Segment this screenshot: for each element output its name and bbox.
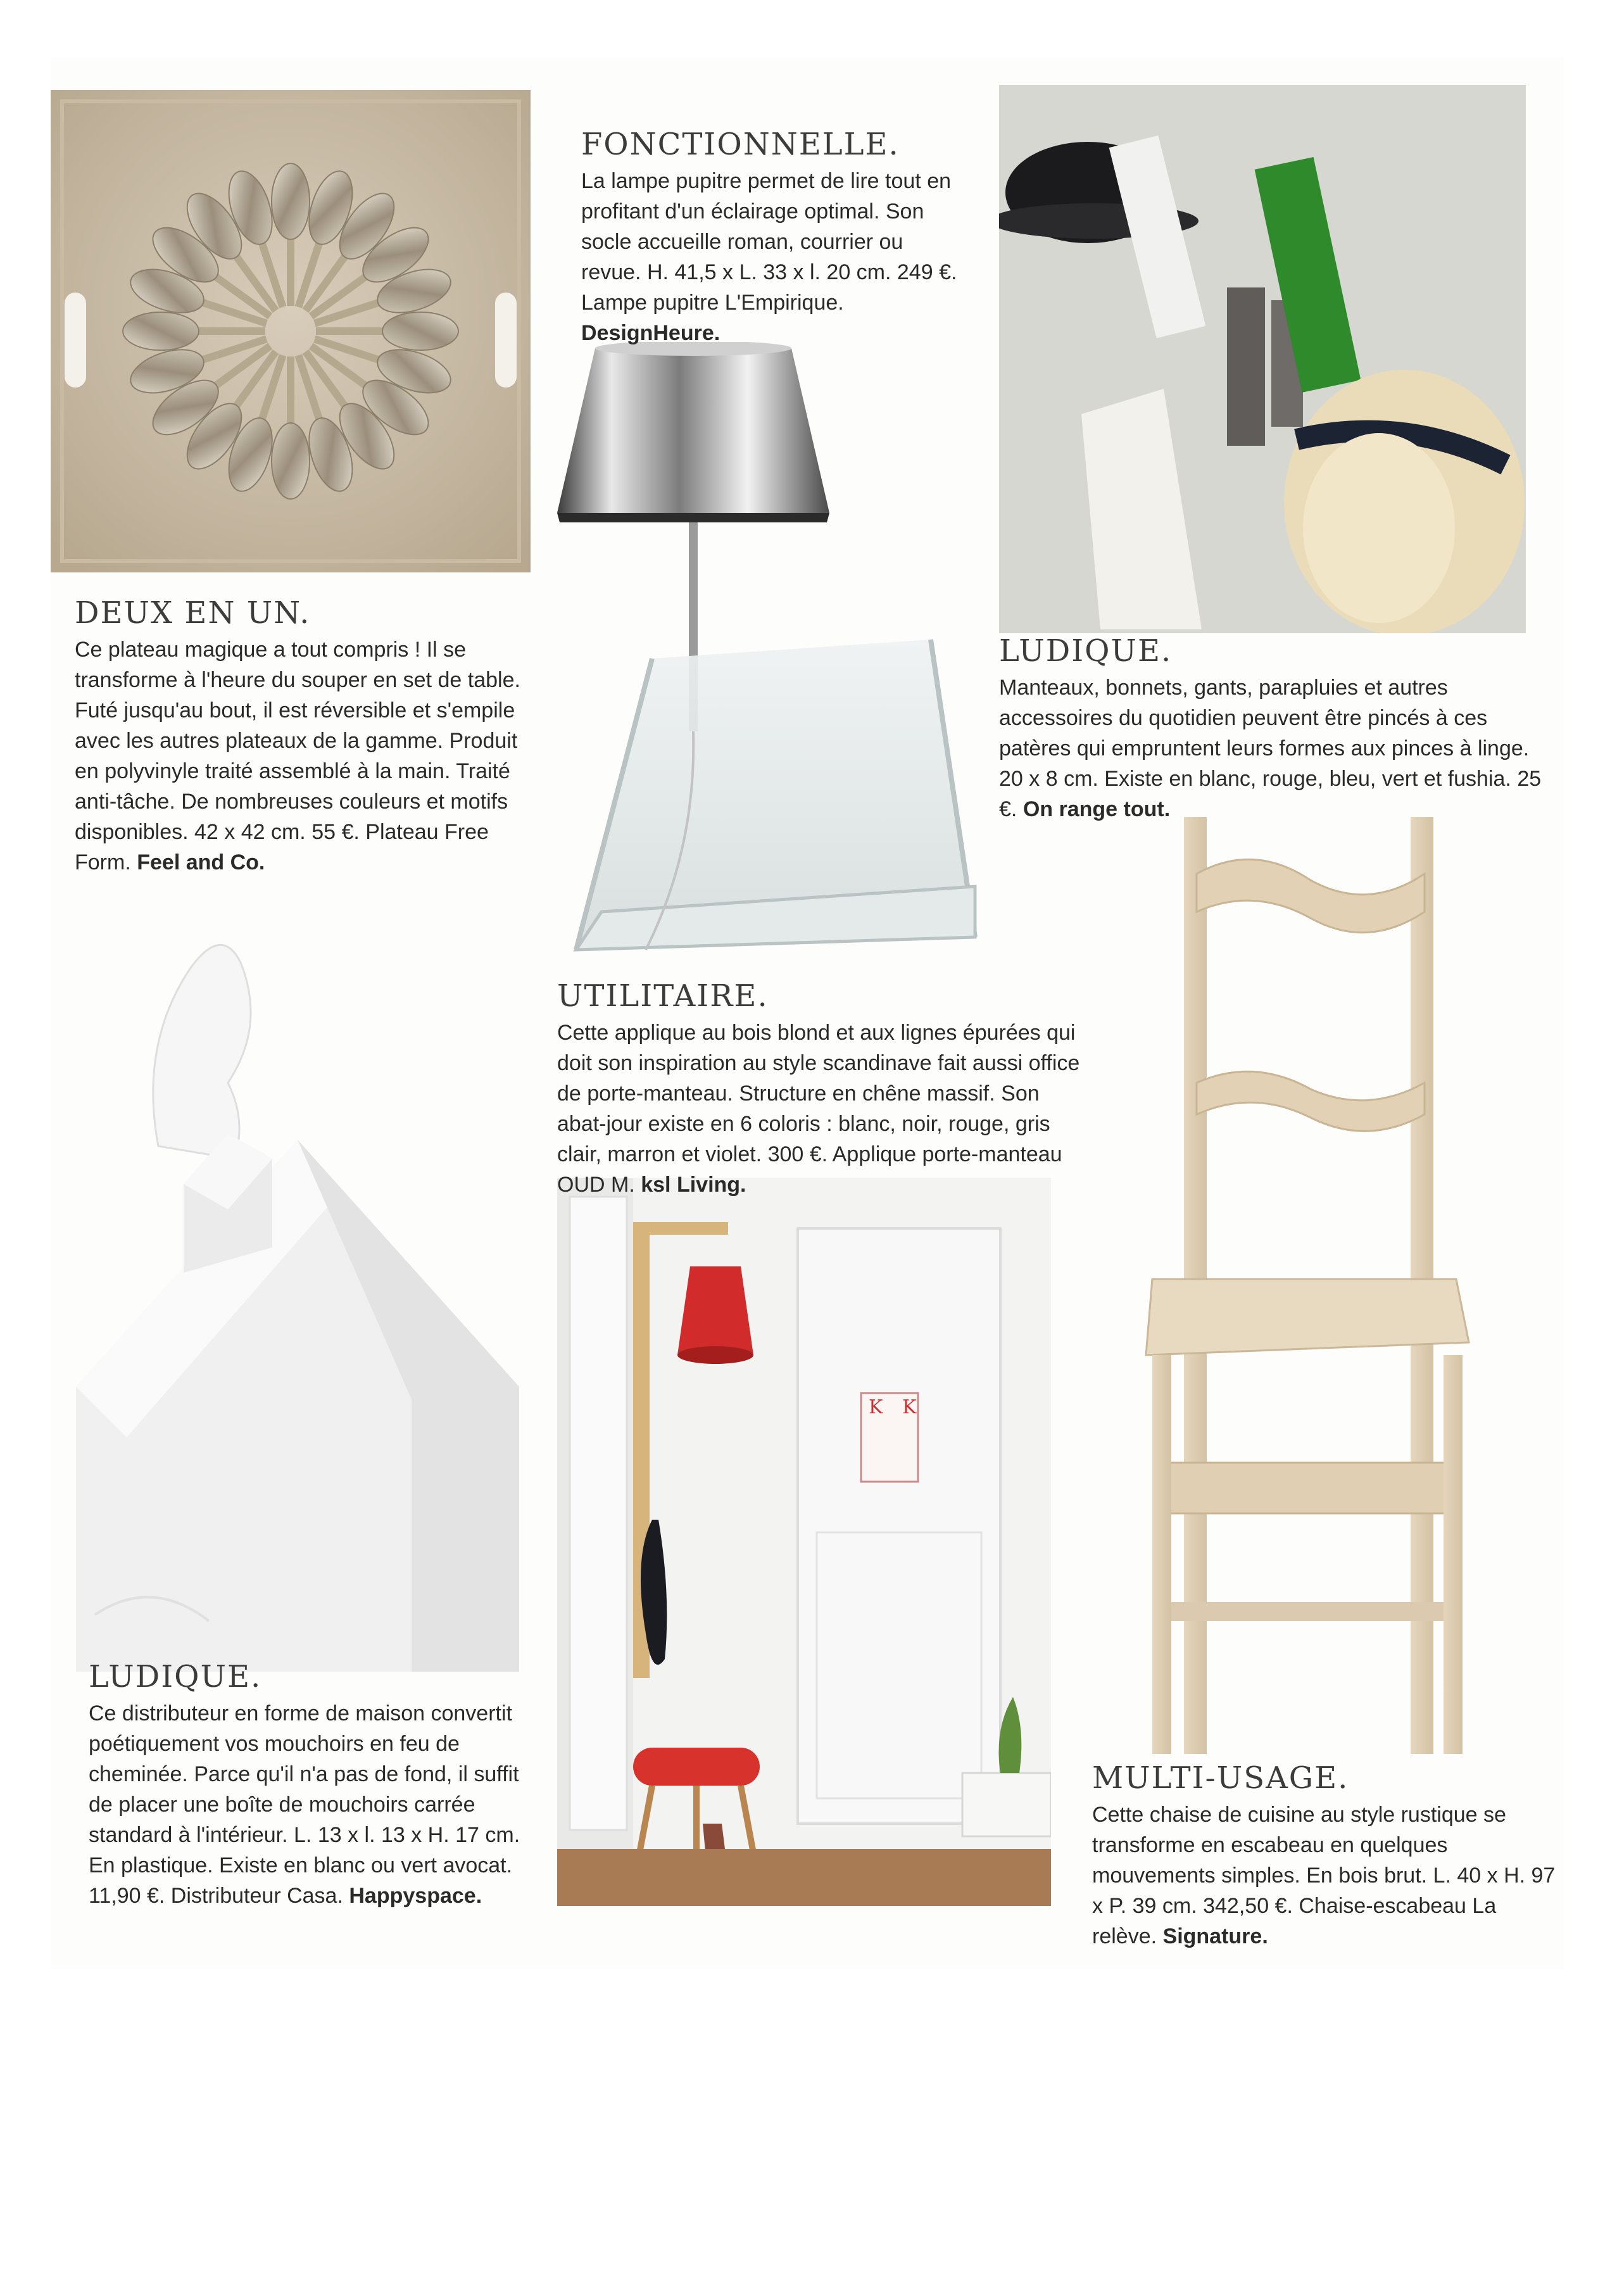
body-pateres: Manteaux, bonnets, gants, parapluies et autres accessoires du quotidien peuvent être pincés à ces patères qui empruntent leurs formes aux pinces à linge. 20 x 8 cm. Existe en blanc, rouge, bleu, vert et fushia. 25 €. bbox=[999, 676, 1542, 821]
card-letter-top-right: K bbox=[902, 1396, 917, 1418]
brand-pateres: On range tout. bbox=[1022, 797, 1171, 821]
body-applique: Cette applique au bois blond et aux lignes épurées qui doit son inspiration au style scandinave fait aussi office de porte-manteau. Structure en chêne massif. Son abat-jour existe en 6 coloris : blanc, noir, rouge, gris clair, marron et violet. 300 €. Applique porte-manteau OUD M. bbox=[557, 1021, 1080, 1197]
lamp-photo bbox=[551, 342, 988, 975]
body-chaise: Cette chaise de cuisine au style rustique se transforme en escabeau en quelques mouvements simples. En bois brut. L. 40 x H. 97 x P. 39 cm. 342,50 €. Chaise-escabeau La relève. bbox=[1092, 1803, 1556, 1948]
heading-chaise: MULTI-USAGE. bbox=[1092, 1760, 1349, 1796]
brand-chaise: Signature. bbox=[1162, 1924, 1268, 1948]
tray-photo bbox=[51, 90, 531, 572]
wall-lamp-photo bbox=[557, 1178, 1051, 1906]
brand-lampe: DesignHeure. bbox=[581, 321, 720, 345]
text-pateres bbox=[999, 672, 1556, 824]
brand-plateau: Feel and Co. bbox=[137, 850, 265, 874]
text-applique bbox=[557, 1018, 1089, 1200]
article-applique bbox=[557, 978, 1089, 1200]
brand-applique: ksl Living. bbox=[641, 1173, 746, 1197]
coat-pegs-photo bbox=[999, 85, 1526, 633]
brand-mouchoirs: Happyspace. bbox=[349, 1884, 482, 1908]
heading-lampe: FONCTIONNELLE. bbox=[581, 127, 900, 162]
heading-plateau: DEUX EN UN. bbox=[75, 595, 311, 631]
body-plateau: Ce plateau magique a tout compris ! Il se transforme à l'heure du souper en set de table. Futé jusqu'au bout, il est réversible et s'empile avec les autres plateaux de la gamme. Produit en polyvinyle traité assemblé à la main. Traité anti-tâche. De nombreuses couleurs et motifs disponibles. 42 x 42 cm. 55 €. Plateau Free Form. bbox=[75, 638, 520, 874]
step-chair-photo bbox=[1127, 817, 1482, 1767]
tissue-box-photo bbox=[57, 918, 538, 1678]
text-chaise bbox=[1092, 1800, 1561, 1952]
text-lampe bbox=[581, 166, 961, 348]
article-chaise bbox=[1092, 1760, 1561, 1952]
heading-pateres: LUDIQUE. bbox=[999, 633, 1173, 669]
article-plateau bbox=[75, 595, 531, 878]
body-lampe: La lampe pupitre permet de lire tout en profitant d'un éclairage optimal. Son socle accueille roman, courrier ou revue. H. 41,5 x L. 33 x l. 20 cm. 249 €. Lampe pupitre L'Empirique. bbox=[581, 169, 957, 315]
heading-applique: UTILITAIRE. bbox=[557, 978, 769, 1014]
article-mouchoirs bbox=[89, 1659, 532, 1911]
heading-mouchoirs: LUDIQUE. bbox=[89, 1659, 262, 1694]
text-mouchoirs bbox=[89, 1698, 532, 1911]
body-mouchoirs: Ce distributeur en forme de maison convertit poétiquement vos mouchoirs en feu de cheminée. Parce qu'il n'a pas de fond, il suffit de placer une boîte de mouchoirs carrée standard à l'intérieur. L. 13 x l. 13 x H. 17 cm. En plastique. Existe en blanc ou vert avocat. 11,90 €. Distributeur Casa. bbox=[89, 1701, 520, 1908]
text-plateau bbox=[75, 634, 531, 878]
card-letter-top: K bbox=[869, 1396, 883, 1418]
article-lampe bbox=[581, 127, 961, 348]
article-pateres bbox=[999, 633, 1556, 824]
